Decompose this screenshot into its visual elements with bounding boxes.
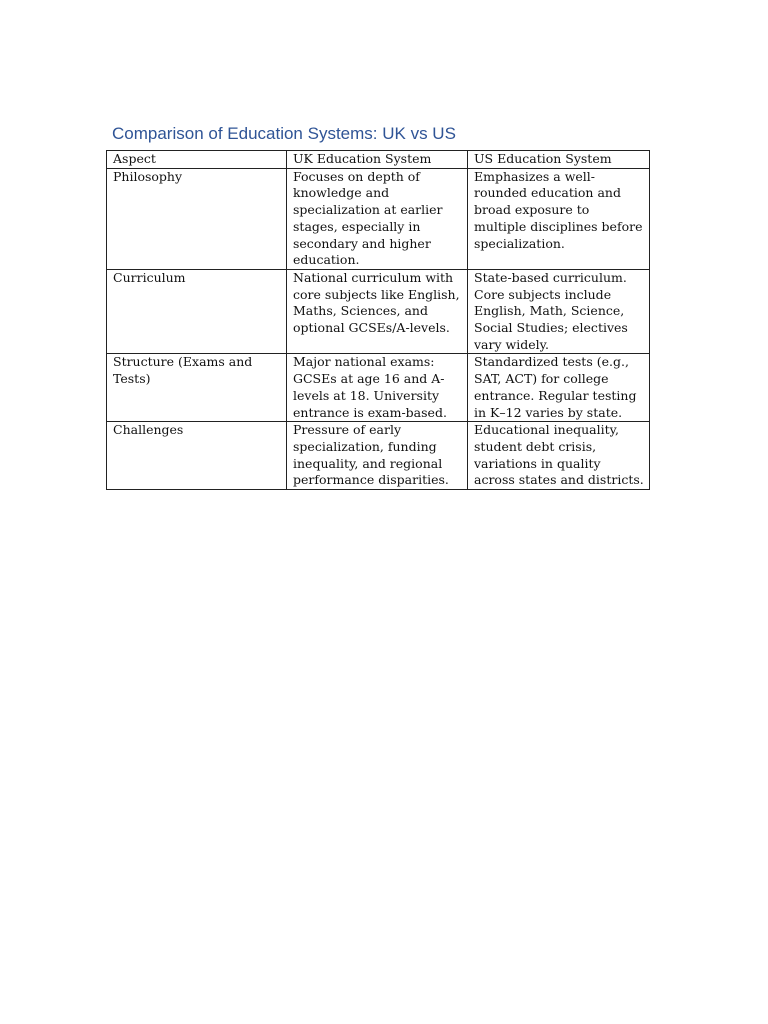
cell-uk: Major national exams: GCSEs at age 16 and A-levels at 18. University entrance is exam-based. <box>287 354 468 422</box>
table-header-row <box>107 151 650 169</box>
table-row-philosophy <box>107 168 650 269</box>
table-row-structure <box>107 354 650 422</box>
cell-uk: Pressure of early specialization, funding inequality, and regional performance disparities. <box>287 422 468 490</box>
comparison-table <box>106 150 650 490</box>
cell-aspect: Curriculum <box>107 269 287 354</box>
cell-uk: Focuses on depth of knowledge and specialization at earlier stages, especially in secondary and higher education. <box>287 168 468 269</box>
cell-us: Standardized tests (e.g., SAT, ACT) for college entrance. Regular testing in K–12 varies by state. <box>468 354 650 422</box>
cell-aspect: Challenges <box>107 422 287 490</box>
header-uk-system: UK Education System <box>287 151 468 169</box>
header-aspect: Aspect <box>107 151 287 169</box>
header-us-system: US Education System <box>468 151 650 169</box>
cell-uk: National curriculum with core subjects like English, Maths, Sciences, and optional GCSEs/A-levels. <box>287 269 468 354</box>
cell-us: Emphasizes a well-rounded education and broad exposure to multiple disciplines before specialization. <box>468 168 650 269</box>
cell-us: Educational inequality, student debt crisis, variations in quality across states and districts. <box>468 422 650 490</box>
cell-aspect: Structure (Exams and Tests) <box>107 354 287 422</box>
cell-us: State-based curriculum. Core subjects include English, Math, Science, Social Studies; electives vary widely. <box>468 269 650 354</box>
table-row-challenges <box>107 422 650 490</box>
document-title: Comparison of Education Systems: UK vs US <box>112 124 456 143</box>
table-row-curriculum <box>107 269 650 354</box>
cell-aspect: Philosophy <box>107 168 287 269</box>
